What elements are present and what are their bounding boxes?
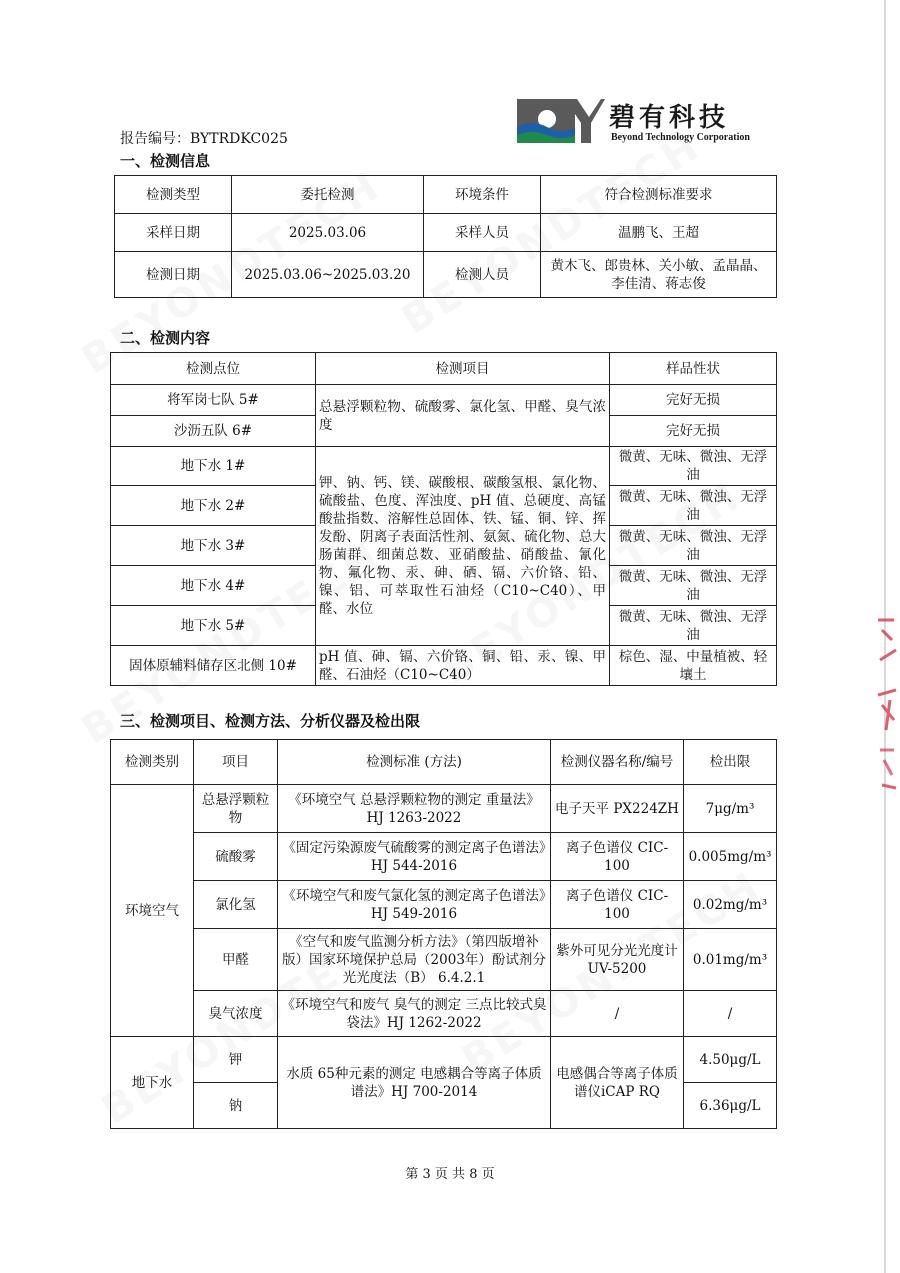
state-cell: 微黄、无味、微浊、无浮油 bbox=[610, 447, 777, 486]
limit-cell: 7μg/m³ bbox=[684, 785, 777, 833]
inspection-content-table bbox=[110, 352, 777, 686]
instrument-cell: 电感偶合等离子体质谱仪iCAP RQ bbox=[551, 1037, 684, 1129]
header-cell: 检测点位 bbox=[111, 353, 316, 385]
instrument-cell: / bbox=[551, 991, 684, 1037]
table-header-row bbox=[111, 740, 777, 785]
point-cell: 地下水 3# bbox=[111, 526, 316, 566]
state-cell: 微黄、无味、微浊、无浮油 bbox=[610, 566, 777, 606]
cell: 委托检测 bbox=[232, 176, 424, 214]
logo-mark-icon bbox=[517, 97, 605, 147]
state-cell: 棕色、湿、中量植被、轻壤土 bbox=[610, 646, 777, 686]
table-row bbox=[115, 214, 777, 252]
limit-cell: / bbox=[684, 991, 777, 1037]
page-number: 第 3 页 共 8 页 bbox=[405, 1167, 495, 1182]
company-english-name: Beyond Technology Corporation bbox=[611, 132, 750, 143]
limit-cell: 0.005mg/m³ bbox=[684, 833, 777, 881]
table-row bbox=[111, 881, 777, 929]
items-cell: 总悬浮颗粒物、硫酸雾、氯化氢、甲醛、臭气浓度 bbox=[316, 385, 610, 447]
cell: 温鹏飞、王超 bbox=[541, 214, 777, 252]
method-cell: 水质 65种元素的测定 电感耦合等离子体质谱法》HJ 700-2014 bbox=[278, 1037, 551, 1129]
cell: 检测人员 bbox=[424, 252, 541, 298]
cell: 2025.03.06~2025.03.20 bbox=[232, 252, 424, 298]
header-cell: 检测类别 bbox=[111, 740, 194, 785]
header-cell: 项目 bbox=[194, 740, 278, 785]
method-table bbox=[110, 739, 777, 1129]
section2-title: 二、检测内容 bbox=[120, 329, 211, 347]
state-cell: 微黄、无味、微浊、无浮油 bbox=[610, 526, 777, 566]
category-cell: 地下水 bbox=[111, 1037, 194, 1129]
section3-title: 三、检测项目、检测方法、分析仪器及检出限 bbox=[120, 712, 421, 730]
header-cell: 检测项目 bbox=[316, 353, 610, 385]
method-cell: 《空气和废气监测分析方法》（第四版增补版）国家环境保护总局（2003年）酚试剂分光光度法（B） 6.4.2.1 bbox=[278, 929, 551, 991]
table-row bbox=[115, 252, 777, 298]
table-row bbox=[111, 991, 777, 1037]
inspection-info-table bbox=[114, 175, 777, 298]
items-cell: 钾、钠、钙、镁、碳酸根、碳酸氢根、氯化物、硫酸盐、色度、浑浊度、pH 值、总硬度、高锰酸盐指数、溶解性总固体、铁、锰、铜、锌、挥发酚、阴离子表面活性剂、氨氮、硫化物、总大肠菌群、细菌总数、亚硝酸盐、硝酸盐、氰化物、氟化物、汞、砷、硒、镉、六价铬、铅、镍、铝、可萃取性石油烃（C10~C40）、甲醛、水位 bbox=[316, 447, 610, 646]
table-row bbox=[115, 176, 777, 214]
item-cell: 臭气浓度 bbox=[194, 991, 278, 1037]
table-row bbox=[111, 1037, 777, 1083]
limit-cell: 6.36μg/L bbox=[684, 1083, 777, 1129]
cell: 符合检测标准要求 bbox=[541, 176, 777, 214]
instrument-cell: 紫外可见分光光度计UV-5200 bbox=[551, 929, 684, 991]
cell: 采样人员 bbox=[424, 214, 541, 252]
item-cell: 钾 bbox=[194, 1037, 278, 1083]
cell: 环境条件 bbox=[424, 176, 541, 214]
item-cell: 总悬浮颗粒物 bbox=[194, 785, 278, 833]
header-cell: 检测仪器名称/编号 bbox=[551, 740, 684, 785]
state-cell: 完好无损 bbox=[610, 385, 777, 416]
instrument-cell: 电子天平 PX224ZH bbox=[551, 785, 684, 833]
point-cell: 地下水 2# bbox=[111, 486, 316, 526]
method-cell: 《环境空气和废气 臭气的测定 三点比较式臭袋法》HJ 1262-2022 bbox=[278, 991, 551, 1037]
report-number: 报告编号：BYTRDKC025 bbox=[120, 131, 288, 147]
table-row bbox=[111, 646, 777, 686]
limit-cell: 4.50μg/L bbox=[684, 1037, 777, 1083]
method-cell: 《环境空气和废气氯化氢的测定离子色谱法》HJ 549-2016 bbox=[278, 881, 551, 929]
point-cell: 将军岗七队 5# bbox=[111, 385, 316, 416]
point-cell: 地下水 4# bbox=[111, 566, 316, 606]
category-cell: 环境空气 bbox=[111, 785, 194, 1037]
item-cell: 甲醛 bbox=[194, 929, 278, 991]
cell: 采样日期 bbox=[115, 214, 232, 252]
cell: 黄木飞、郎贵林、关小敏、孟晶晶、李佳清、蒋志俊 bbox=[541, 252, 777, 298]
table-row bbox=[111, 385, 777, 416]
cell: 检测类型 bbox=[115, 176, 232, 214]
cell: 检测日期 bbox=[115, 252, 232, 298]
header-cell: 检测标准 (方法) bbox=[278, 740, 551, 785]
item-cell: 硫酸雾 bbox=[194, 833, 278, 881]
instrument-cell: 离子色谱仪 CIC-100 bbox=[551, 881, 684, 929]
table-row bbox=[111, 447, 777, 486]
cell: 2025.03.06 bbox=[232, 214, 424, 252]
point-cell: 沙沥五队 6# bbox=[111, 416, 316, 447]
table-header-row bbox=[111, 353, 777, 385]
header-cell: 检出限 bbox=[684, 740, 777, 785]
red-seal-stamp-icon bbox=[872, 600, 900, 800]
point-cell: 地下水 5# bbox=[111, 606, 316, 646]
state-cell: 微黄、无味、微浊、无浮油 bbox=[610, 486, 777, 526]
state-cell: 完好无损 bbox=[610, 416, 777, 447]
table-row bbox=[111, 785, 777, 833]
method-cell: 《固定污染源废气硫酸雾的测定离子色谱法》HJ 544-2016 bbox=[278, 833, 551, 881]
point-cell: 地下水 1# bbox=[111, 447, 316, 486]
limit-cell: 0.02mg/m³ bbox=[684, 881, 777, 929]
section1-title: 一、检测信息 bbox=[120, 152, 211, 170]
company-logo bbox=[517, 97, 757, 147]
header-cell: 样品性状 bbox=[610, 353, 777, 385]
method-cell: 《环境空气 总悬浮颗粒物的测定 重量法》HJ 1263-2022 bbox=[278, 785, 551, 833]
company-name: 碧有科技 bbox=[609, 103, 730, 133]
table-row bbox=[111, 833, 777, 881]
state-cell: 微黄、无味、微浊、无浮油 bbox=[610, 606, 777, 646]
point-cell: 固体原辅料储存区北侧 10# bbox=[111, 646, 316, 686]
item-cell: 钠 bbox=[194, 1083, 278, 1129]
instrument-cell: 离子色谱仪 CIC-100 bbox=[551, 833, 684, 881]
table-row bbox=[111, 929, 777, 991]
limit-cell: 0.01mg/m³ bbox=[684, 929, 777, 991]
item-cell: 氯化氢 bbox=[194, 881, 278, 929]
items-cell: pH 值、砷、镉、六价铬、铜、铅、汞、镍、甲醛、石油烃（C10~C40） bbox=[316, 646, 610, 686]
